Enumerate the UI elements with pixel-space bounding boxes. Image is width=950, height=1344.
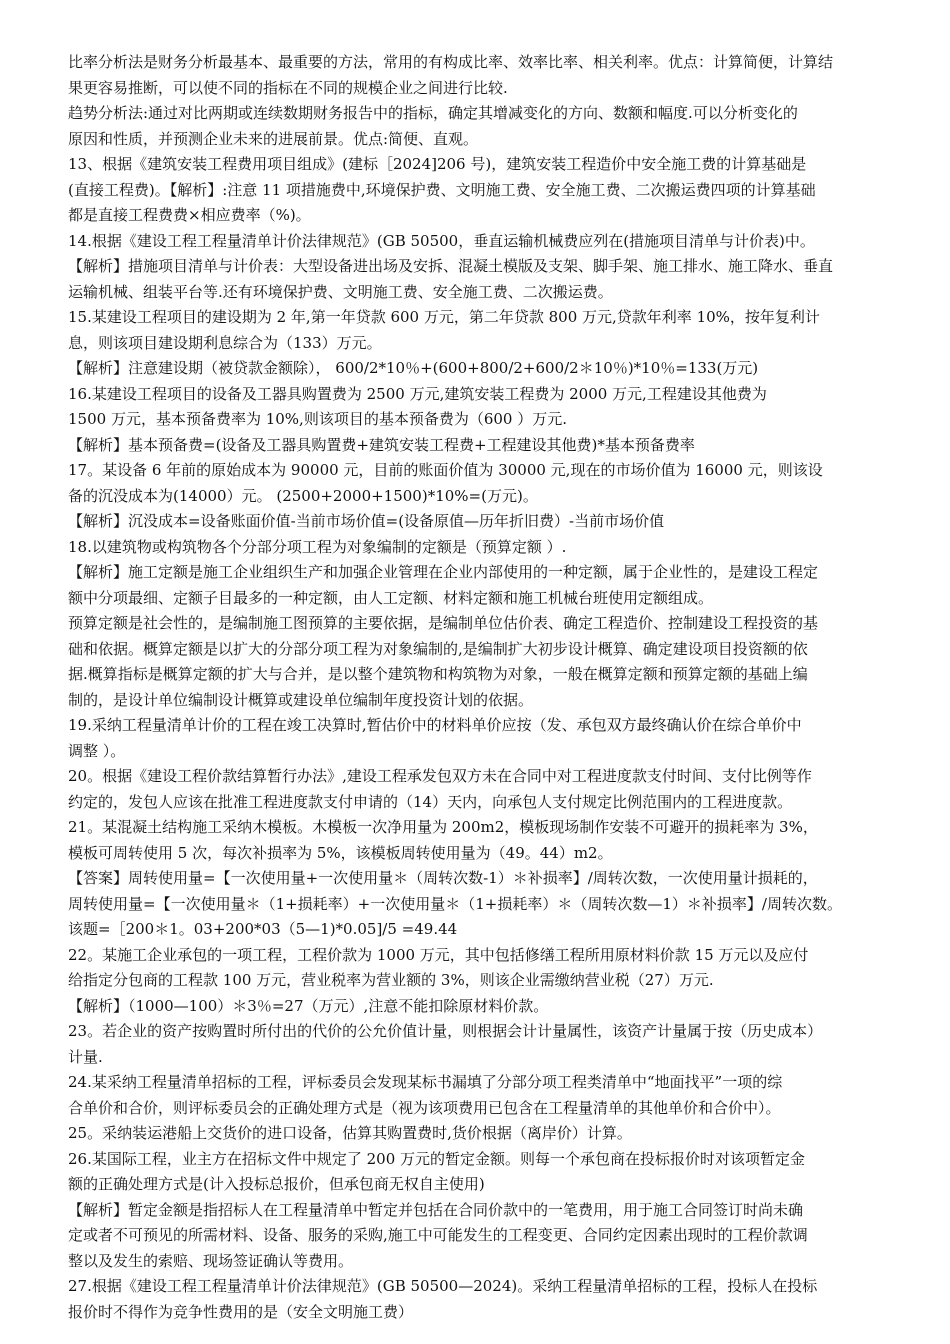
text-line: 比率分析法是财务分析最基本、最重要的方法，常用的有构成比率、效率比率、相关利率。优点：计算简便，计算结: [68, 53, 834, 71]
text-line: 原因和性质，并预测企业未来的进展前景。优点:简便、直观。: [68, 129, 479, 148]
text-line: (直接工程费)。【解析】:注意 11 项措施费中,环境保护费、文明施工费、安全施工费、二次搬运费四项的计算基础: [68, 180, 816, 199]
text-line: 趋势分析法:通过对比两期或连续数期财务报告中的指标，确定其增减变化的方向、数额和幅度.可以分析变化的: [68, 104, 798, 122]
text-line: 周转使用量=【一次使用量＊（1+损耗率）+一次使用量＊（1+损耗率）＊（周转次数—1）＊补损率】/周转次数。: [68, 894, 842, 913]
text-line: 1500 万元，基本预备费率为 10%,则该项目的基本预备费为（600 ）万元.: [68, 410, 567, 428]
question-26-line: 26.某国际工程，业主方在招标文件中规定了 200 万元的暂定金额。则每一个承包商在投标报价时对该项暂定金: [68, 1149, 806, 1168]
question-15-line: 15.某建设工程项目的建设期为 2 年,第一年贷款 600 万元，第二年贷款 800 万元,贷款年利率 10%，按年复利计: [68, 308, 820, 326]
question-23-line: 23。若企业的资产按购置时所付出的代价的公允价值计量，则根据会计计量属性，该资产计量属于按（历史成本）: [68, 1022, 823, 1040]
text-line: 预算定额是社会性的，是编制施工图预算的主要依据，是编制单位估价表、确定工程造价、控制建设工程投资的基: [68, 614, 819, 632]
text-line: 【解析】（1000—100）＊3％=27（万元）,注意不能扣除原材料价款。: [68, 996, 549, 1015]
text-line: 息，则该项目建设期利息综合为（133）万元。: [68, 333, 382, 352]
text-line: 模板可周转使用 5 次，每次补损率为 5%，该模板周转使用量为（49。44）m2。: [68, 843, 613, 862]
text-line: 都是直接工程费费×相应费率（%)。: [68, 206, 311, 224]
text-line: 【解析】基本预备费=(设备及工器具购置费+建筑安装工程费+工程建设其他费)*基本预备费率: [68, 435, 695, 454]
question-18-line: 18.以建筑物或构筑物各个分部分项工程为对象编制的定额是（预算定额 ）.: [68, 537, 567, 556]
text-line: 据.概算指标是概算定额的扩大与合并，是以整个建筑物和构筑物为对象，一般在概算定额和预算定额的基础上编: [68, 665, 808, 683]
text-line: 约定的，发包人应该在批准工程进度款支付申请的（14）天内，向承包人支付规定比例范围内的工程进度款。: [68, 792, 793, 811]
text-line: 计量.: [68, 1047, 103, 1066]
question-25-line: 25。采纳装运港船上交货价的进口设备，估算其购置费时,货价根据（离岸价）计算。: [68, 1124, 632, 1142]
text-line: 运输机械、组装平台等.还有环境保护费、文明施工费、安全施工费、二次搬运费。: [68, 282, 613, 301]
text-line: 【解析】措施项目清单与计价表：大型设备进出场及安拆、混凝土模版及支架、脚手架、施工排水、施工降水、垂直: [68, 257, 834, 275]
question-19-line: 19.采纳工程量清单计价的工程在竣工决算时,暂估价中的材料单价应按（发、承包双方最终确认价在综合单价中: [68, 716, 802, 734]
question-27-line: 27.根据《建设工程工程量清单计价法律规范》(GB 50500—2024)。采纳工程量清单招标的工程，投标人在投标: [68, 1277, 818, 1295]
text-line: 定或者不可预见的所需材料、设备、服务的采购,施工中可能发生的工程变更、合同约定因素出现时的工程价款调: [68, 1226, 808, 1244]
text-line: 制的，是设计单位编制设计概算或建设单位编制年度投资计划的依据。: [68, 690, 534, 709]
question-17-line: 17。某设备 6 年前的原始成本为 90000 元，目前的账面价值为 30000 元,现在的市场价值为 16000 元，则该设: [68, 461, 823, 479]
question-21-line: 21。某混凝土结构施工采纳木模板。木模板一次净用量为 200m2，模板现场制作安装不可避开的损耗率为 3%，: [68, 818, 818, 836]
question-20-line: 20。根据《建设工程价款结算暂行办法》,建设工程承发包双方未在合同中对工程进度款支付时间、支付比例等作: [68, 767, 812, 785]
text-line: 报价时不得作为竞争性费用的是（安全文明施工费）: [68, 1302, 414, 1321]
text-line: 础和依据。概算定额是以扩大的分部分项工程为对象编制的,是编制扩大初步设计概算、确定建设项目投资额的依: [68, 639, 808, 658]
text-line: 合单价和合价，则评标委员会的正确处理方式是（视为该项费用已包含在工程量清单的其他单价和合价中）。: [68, 1098, 781, 1117]
question-14-line: 14.根据《建设工程工程量清单计价法律规范》(GB 50500，垂直运输机械费应列在(措施项目清单与计价表)中。: [68, 231, 815, 250]
text-line: 该题=［200＊1。03+200*03（5—1)*0.05]/5 =49.44: [68, 920, 458, 938]
text-line: 备的沉没成本为(14000）元。 (2500+2000+1500)*10%=(万元)。: [68, 486, 538, 505]
text-line: 给指定分包商的工程款 100 万元，营业税率为营业额的 3%，则该企业需缴纳营业税（27）万元.: [68, 971, 714, 989]
text-line: 【解析】暂定金额是指招标人在工程量清单中暂定并包括在合同价款中的一笔费用，用于施工合同签订时尚未确: [68, 1200, 804, 1219]
question-16-line: 16.某建设工程项目的设备及工器具购置费为 2500 万元,建筑安装工程费为 2000 万元,工程建设其他费为: [68, 384, 767, 403]
question-13-line: 13、根据《建筑安装工程费用项目组成》(建标［2024]206 号)，建筑安装工程造价中安全施工费的计算基础是: [68, 155, 807, 173]
text-line: 【解析】注意建设期（被贷款金额除）， 600/2*10％+(600+800/2+600/2＊10％)*10％=133(万元): [68, 359, 759, 377]
text-line: 额中分项最细、定额子目最多的一种定额，由人工定额、材料定额和施工机械台班使用定额组成。: [68, 588, 714, 607]
text-line: 调整 ）。: [68, 741, 126, 760]
text-line: 整以及发生的索赔、现场签证确认等费用。: [68, 1251, 354, 1270]
text-line: 果更容易推断，可以使不同的指标在不同的规模企业之间进行比较.: [68, 78, 508, 97]
text-line: 【解析】沉没成本=设备账面价值-当前市场价值=(设备原值—历年折旧费）-当前市场价值: [68, 512, 665, 530]
text-line: 【解析】施工定额是施工企业组织生产和加强企业管理在企业内部使用的一种定额，属于企业性的，是建设工程定: [68, 563, 819, 581]
question-22-line: 22。某施工企业承包的一项工程，工程价款为 1000 万元，其中包括修缮工程所用原材料价款 15 万元以及应付: [68, 945, 809, 964]
question-24-line: 24.某采纳工程量清单招标的工程，评标委员会发现某标书漏填了分部分项工程类清单中“地面找平”一项的综: [68, 1073, 783, 1091]
text-line: 【答案】周转使用量=【一次使用量+一次使用量＊（周转次数-1）＊补损率】/周转次数，一次使用量计损耗的，: [68, 869, 818, 887]
document-page: [68, 50, 890, 1325]
text-line: 额的正确处理方式是(计入投标总报价，但承包商无权自主使用): [68, 1175, 485, 1193]
